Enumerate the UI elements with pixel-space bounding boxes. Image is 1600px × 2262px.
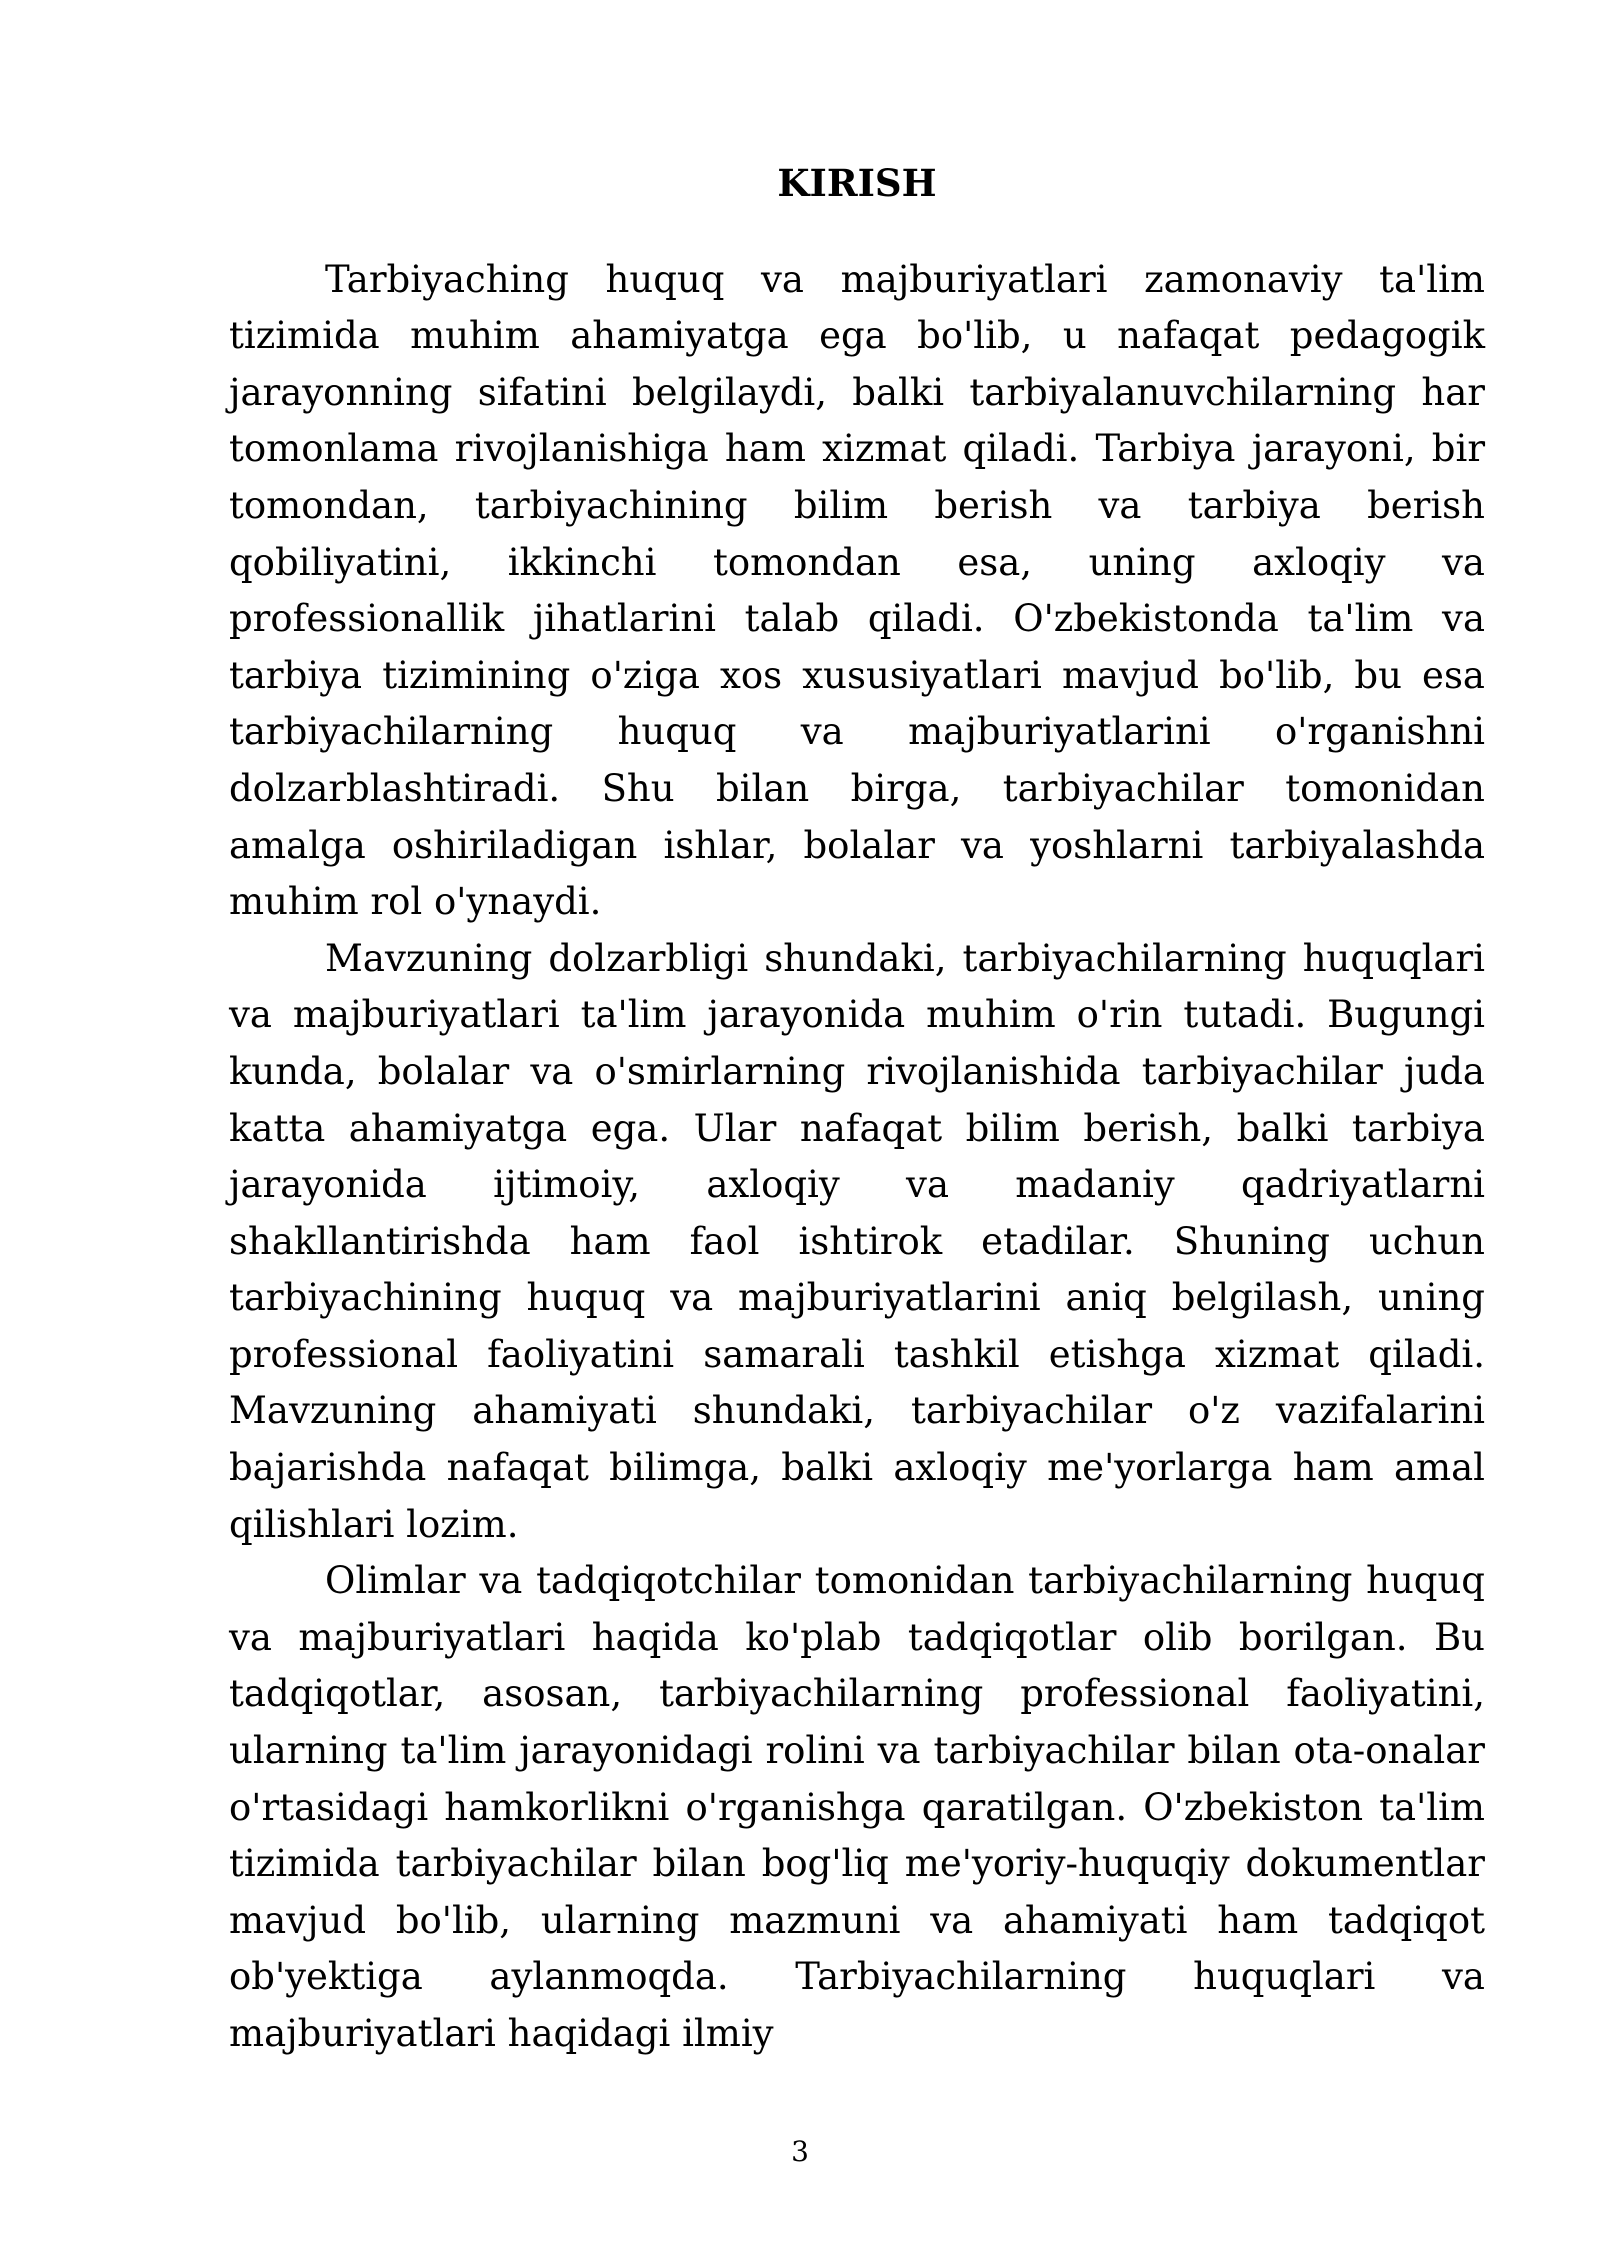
paragraph-2: Mavzuning dolzarbligi shundaki, tarbiyachilarning huquqlari va majburiyatlari ta'lim jarayonida muhim o'rin tutadi. Bugungi kunda, bolalar va o'smirlarning rivojlanishida tarbiyachilar juda katta ahamiyatga ega. Ular nafaqat bilim berish, balki tarbiya jarayonida ijtimoiy, axloqiy va madaniy qadriyatlarni shakllantirishda ham faol ishtirok etadilar. Shuning uchun tarbiyachining huquq va majburiyatlarini aniq belgilash, uning professional faoliyatini samarali tashkil etishga xizmat qiladi. Mavzuning ahamiyati shundaki, tarbiyachilar o'z vazifalarini bajarishda nafaqat bilimga, balki axloqiy me'yorlarga ham amal qilishlari lozim. bbox=[229, 936, 1485, 1546]
paragraph-1: Tarbiyaching huquq va majburiyatlari zamonaviy ta'lim tizimida muhim ahamiyatga ega bo'lib, u nafaqat pedagogik jarayonning sifatini belgilaydi, balki tarbiyalanuvchilarning har tomonlama rivojlanishiga ham xizmat qiladi. Tarbiya jarayoni, bir tomondan, tarbiyachining bilim berish va tarbiya berish qobiliyatini, ikkinchi tomondan esa, uning axloqiy va professionallik jihatlarini talab qiladi. O'zbekistonda ta'lim va tarbiya tizimining o'ziga xos xususiyatlari mavjud bo'lib, bu esa tarbiyachilarning huquq va majburiyatlarini o'rganishni dolzarblashtiradi. Shu bilan birga, tarbiyachilar tomonidan amalga oshiriladigan ishlar, bolalar va yoshlarni tarbiyalashda muhim rol o'ynaydi. bbox=[229, 257, 1485, 924]
page-number: 3 bbox=[791, 2135, 809, 2168]
section-heading: KIRISH bbox=[777, 161, 937, 205]
page-content bbox=[229, 155, 1485, 2063]
paragraph-3: Olimlar va tadqiqotchilar tomonidan tarbiyachilarning huquq va majburiyatlari haqida ko'plab tadqiqotlar olib borilgan. Bu tadqiqotlar, asosan, tarbiyachilarning professional faoliyatini, ularning ta'lim jarayonidagi rolini va tarbiyachilar bilan ota-onalar o'rtasidagi hamkorlikni o'rganishga qaratilgan. O'zbekiston ta'lim tizimida tarbiyachilar bilan bog'liq me'yoriy-huquqiy dokumentlar mavjud bo'lib, ularning mazmuni va ahamiyati ham tadqiqot ob'yektiga aylanmoqda. Tarbiyachilarning huquqlari va majburiyatlari haqidagi ilmiy bbox=[229, 1559, 1485, 2055]
